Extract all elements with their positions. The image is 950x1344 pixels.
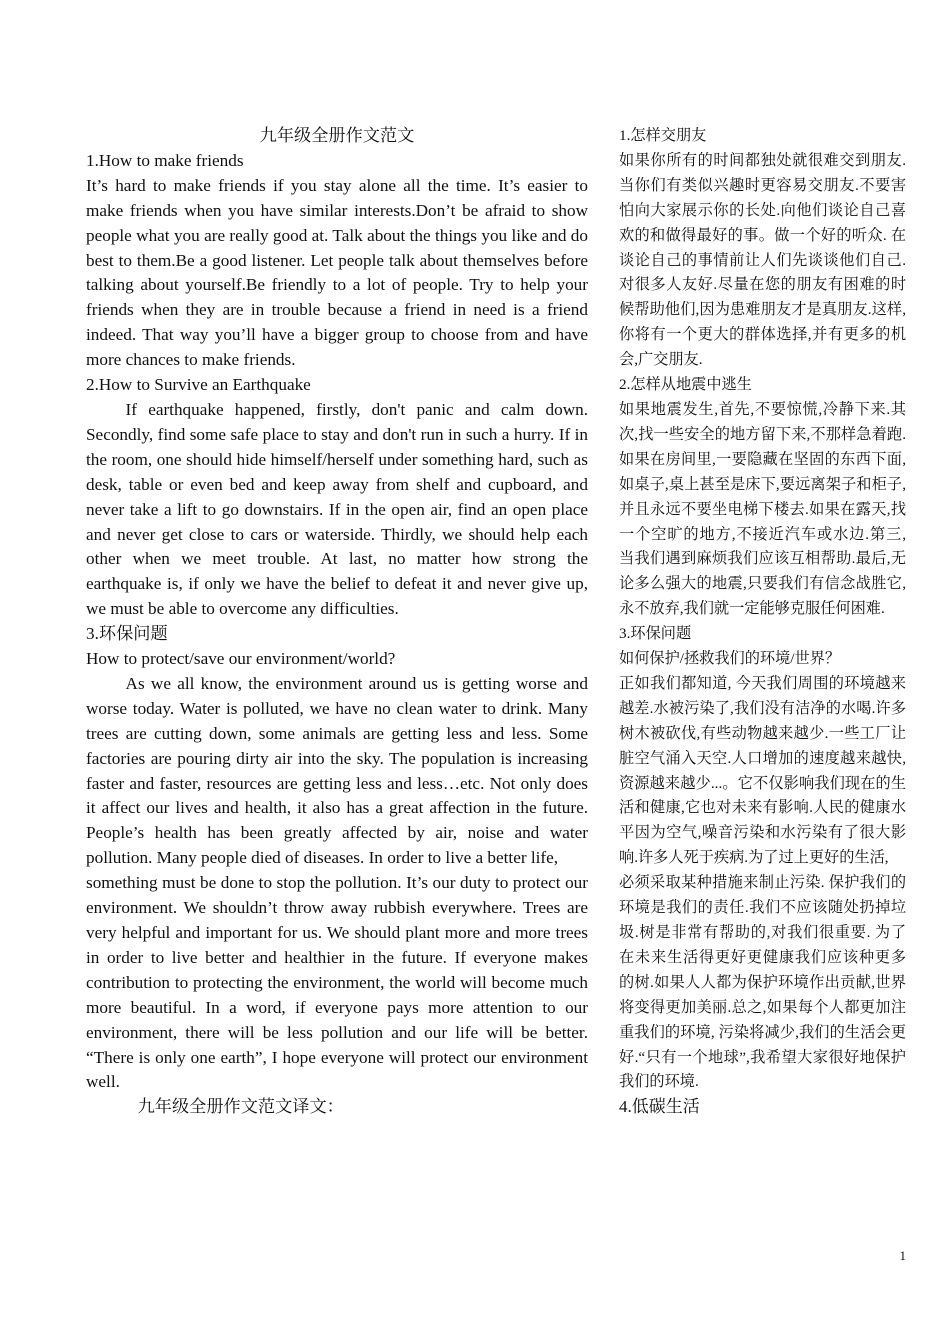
cn-section-3-subheading: 如何保护/拯救我们的环境/世界？ — [619, 650, 841, 668]
page-number: 1 — [899, 1248, 906, 1263]
section-3-subheading: How to protect/save our environment/world? — [86, 649, 396, 669]
translation-title: 九年级全册作文范文译文： — [137, 1097, 344, 1117]
section-1-heading: 1.How to make friends — [86, 150, 244, 170]
cn-section-4-heading: 4.低碳生活 — [619, 1097, 700, 1117]
cn-section-3-paragraph-1: 正如我们都知道, 今天我们周围的环境越来越差.水被污染了,我们没有洁净的水喝.许多树木被砍伐,有些动物越来越少.一些工厂让脏空气涌入天空.人口增加的速度越来越快,资源越来越少...。它不仅影响我们现在的生活和健康,它也对未来有影响.人民的健康水平因为空气,噪音污染和水污染有了很大影响.许多人死于疾病.为了过上更好的生活, — [619, 674, 906, 867]
document-title: 九年级全册作文范文 — [259, 126, 415, 145]
section-3-paragraph-2: something must be done to stop the pollution. It’s our duty to protect our environment. We shouldn’t throw away rubbish everywhere. Trees are very helpful and important for us. We should plant more and more trees in order to live better and healthier in the future. If everyone makes contribution to protecting the environment, the world will become much more beautiful. In a word, if everyone pays more attention to our environment, there will be less pollution and our life will be better. “There is only one earth”, I hope everyone will protect our environment well. — [86, 873, 588, 1092]
section-3-heading: 3.环保问题 — [86, 624, 168, 644]
chinese-column — [619, 124, 906, 1120]
section-2-paragraph: If earthquake happened, firstly, don't panic and calm down. Secondly, find some safe place to stay and don't run in such a hurry. If in the room, one should hide himself/herself under something hard, such as desk, table or even bed and keep away from shelf and cupboard, and never take a lift to go downstairs. If in the open air, find an open place and never get close to cars or waterside. Thirdly, we should help each other when we meet trouble. At last, no matter how strong the earthquake is, if only we have the belief to defeat it and never give up, we must be able to overcome any difficulties. — [86, 399, 588, 619]
section-1-paragraph: It’s hard to make friends if you stay alone all the time. It’s easier to make friends when you have similar interests.Don’t be afraid to show people what you are really good at. Talk about the things you like and do best to them.Be a good listener. Let people talk about themselves before talking about yourself.Be friendly to a lot of people. Try to help your friends when they are in trouble because a friend in need is a friend indeed. That way you’ll have a bigger group to choose from and have more chances to make friends. — [86, 175, 588, 370]
english-column — [86, 124, 588, 1120]
cn-section-3-heading: 3.环保问题 — [619, 625, 692, 643]
section-3-paragraph-1: As we all know, the environment around us is getting worse and worse today. Water is polluted, we have no clean water to drink. Many trees are cutting down, some animals are getting less and less. Some factories are pouring dirty air into the sky. The population is increasing faster and faster, resources are getting less and less…etc. Not only does it affect our lives and health, it also has a great affection in the future. People’s health has been greatly affected by air, noise and water pollution. Many people died of diseases. In order to live a better life, — [86, 673, 588, 868]
cn-section-1-heading: 1.怎样交朋友 — [619, 127, 707, 144]
cn-section-3-paragraph-2: 必须采取某种措施来制止污染. 保护我们的环境是我们的责任.我们不应该随处扔掉垃圾.树是非常有帮助的,对我们很重要. 为了在未来生活得更好更健康我们应该种更多的树.如果人人都为保护环境作出贡献,世界将变得更加美丽.总之,如果每个人都更加注重我们的环境, 污染将减少,我们的生活会更好.“只有一个地球”,我希望大家很好地保护我们的环境. — [619, 874, 906, 1091]
cn-section-2-heading: 2.怎样从地震中逃生 — [619, 376, 752, 394]
cn-section-1-paragraph: 如果你所有的时间都独处就很难交到朋友.当你们有类似兴趣时更容易交朋友.不要害怕向大家展示你的长处.向他们谈论自己喜欢的和做得最好的事。做一个好的听众. 在谈论自己的事情前让人们先谈谈他们自己.对很多人友好.尽量在您的朋友有困难的时候帮助他们,因为患难朋友才是真朋友.这样,你将有一个更大的群体选择,并有更多的机会,广交朋友. — [619, 151, 906, 369]
cn-section-2-paragraph: 如果地震发生,首先,不要惊慌,冷静下来.其次,找一些安全的地方留下来,不那样急着跑.如果在房间里,一要隐藏在坚固的东西下面,如桌子,桌上甚至是床下,要远离架子和柜子,并且永远不要坐电梯下楼去.如果在露天,找一个空旷的地方,不接近汽车或水边.第三, 当我们遇到麻烦我们应该互相帮助.最后,无论多么强大的地震,只要我们有信念战胜它,永不放弃,我们就一定能够克服任何困难. — [619, 400, 906, 618]
section-2-heading: 2.How to Survive an Earthquake — [86, 375, 311, 395]
